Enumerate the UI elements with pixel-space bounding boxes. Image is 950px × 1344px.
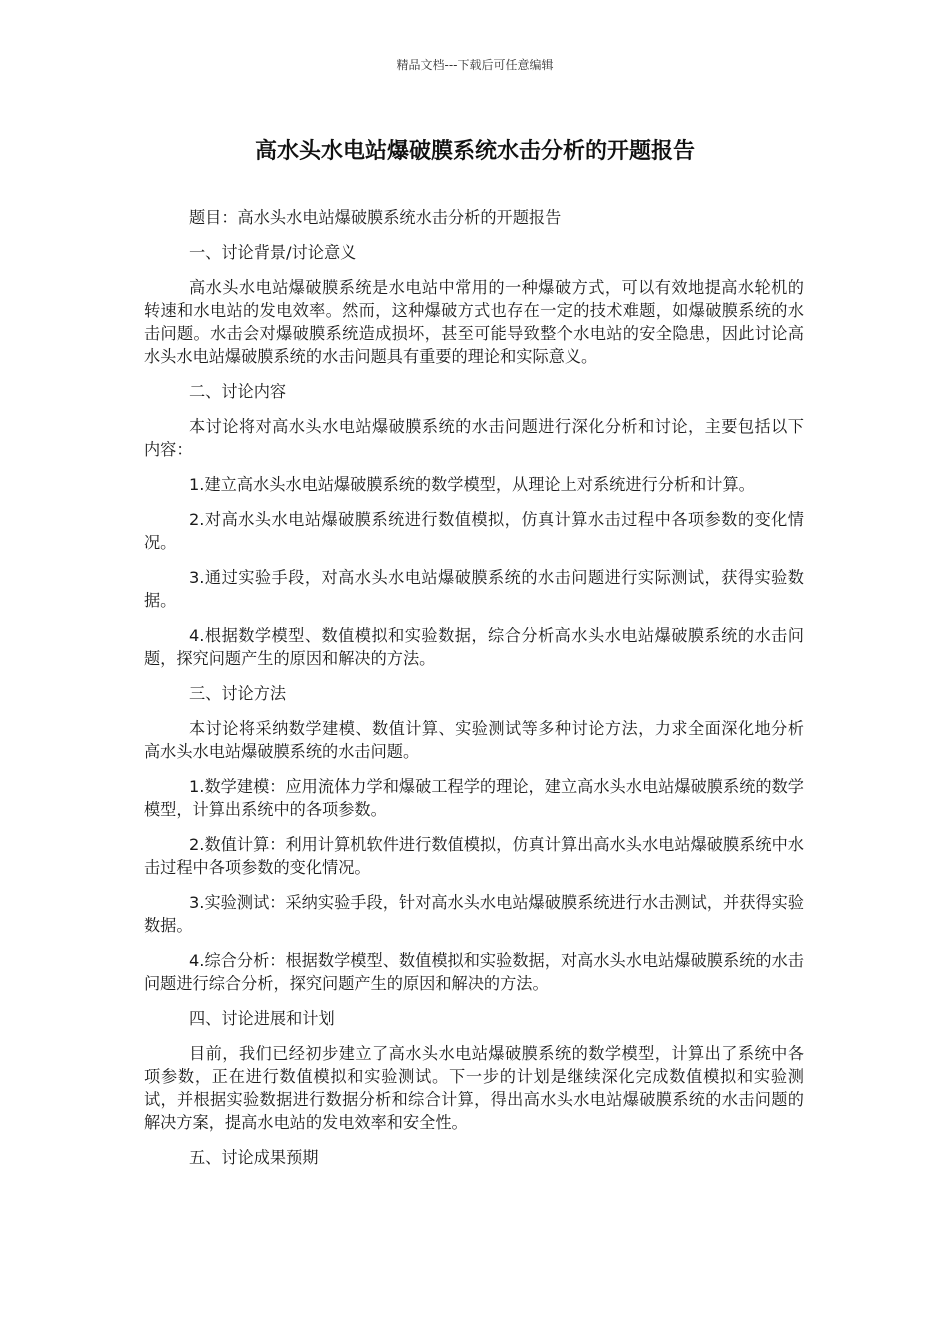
methods-intro-paragraph: 本讨论将采纳数学建模、数值计算、实验测试等多种讨论方法，力求全面深化地分析高水头水电站爆破膜系统的水击问题。 (144, 719, 804, 761)
content-item-2: 2.对高水头水电站爆破膜系统进行数值模拟，仿真计算水击过程中各项参数的变化情况。 (144, 510, 804, 552)
section-heading-background: 一、讨论背景/讨论意义 (189, 243, 357, 262)
methods-item-2: 2.数值计算：利用计算机软件进行数值模拟，仿真计算出高水头水电站爆破膜系统中水击过程中各项参数的变化情况。 (144, 835, 804, 877)
subject-line: 题目：高水头水电站爆破膜系统水击分析的开题报告 (189, 208, 562, 227)
content-intro-paragraph: 本讨论将对高水头水电站爆破膜系统的水击问题进行深化分析和讨论，主要包括以下内容： (144, 417, 804, 459)
section-heading-progress: 四、讨论进展和计划 (189, 1009, 335, 1028)
page-header-note: 精品文档---下载后可任意编辑 (396, 58, 554, 72)
content-item-4: 4.根据数学模型、数值模拟和实验数据，综合分析高水头水电站爆破膜系统的水击问题，探究问题产生的原因和解决的方法。 (144, 626, 804, 668)
content-item-1: 1.建立高水头水电站爆破膜系统的数学模型，从理论上对系统进行分析和计算。 (189, 475, 755, 494)
document-title: 高水头水电站爆破膜系统水击分析的开题报告 (254, 139, 695, 164)
section-heading-methods: 三、讨论方法 (189, 684, 287, 703)
section-heading-content: 二、讨论内容 (189, 382, 287, 401)
methods-item-1: 1.数学建模：应用流体力学和爆破工程学的理论，建立高水头水电站爆破膜系统的数学模型，计算出系统中的各项参数。 (144, 777, 804, 819)
background-paragraph: 高水头水电站爆破膜系统是水电站中常用的一种爆破方式，可以有效地提高水轮机的转速和水电站的发电效率。然而，这种爆破方式也存在一定的技术难题，如爆破膜系统的水击问题。水击会对爆破膜系统造成损坏，甚至可能导致整个水电站的安全隐患，因此讨论高水头水电站爆破膜系统的水击问题具有重要的理论和实际意义。 (144, 278, 804, 366)
section-heading-expected-results: 五、讨论成果预期 (189, 1148, 319, 1167)
progress-paragraph: 目前，我们已经初步建立了高水头水电站爆破膜系统的数学模型，计算出了系统中各项参数，正在进行数值模拟和实验测试。下一步的计划是继续深化完成数值模拟和实验测试，并根据实验数据进行数据分析和综合计算，得出高水头水电站爆破膜系统的水击问题的解决方案，提高水电站的发电效率和安全性。 (144, 1044, 804, 1132)
methods-item-4: 4.综合分析：根据数学模型、数值模拟和实验数据，对高水头水电站爆破膜系统的水击问题进行综合分析，探究问题产生的原因和解决的方法。 (144, 951, 804, 993)
document-body (144, 206, 804, 1181)
content-item-3: 3.通过实验手段，对高水头水电站爆破膜系统的水击问题进行实际测试，获得实验数据。 (144, 568, 804, 610)
methods-item-3: 3.实验测试：采纳实验手段，针对高水头水电站爆破膜系统进行水击测试，并获得实验数据。 (144, 893, 804, 935)
